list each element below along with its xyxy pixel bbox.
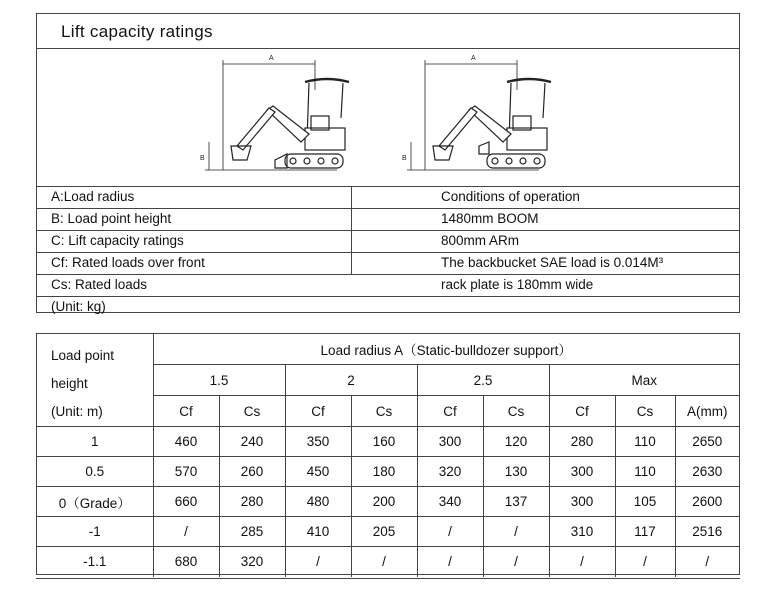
group-header-row (37, 334, 739, 365)
table-cell: / (549, 547, 615, 577)
table-cell: 350 (285, 427, 351, 457)
table-cell: / (285, 547, 351, 577)
height-cell: -1 (37, 517, 153, 547)
sub-header: A(mm) (675, 396, 739, 427)
definition-term: A:Load radius (51, 189, 135, 204)
table-row (37, 547, 739, 577)
height-cell: -1.1 (37, 547, 153, 577)
sub-header: Cf (285, 396, 351, 427)
table-cell: 280 (549, 427, 615, 457)
height-cell: 0（Grade） (37, 487, 153, 517)
unit-label: (Unit: m) (51, 404, 103, 419)
table-row (37, 457, 739, 487)
table-cell: 260 (219, 457, 285, 487)
height-label: height (51, 376, 88, 391)
table-row (37, 427, 739, 457)
table-cell: / (153, 517, 219, 547)
table-cell: 2600 (675, 487, 739, 517)
sub-header: Cs (351, 396, 417, 427)
label-b: B (402, 155, 407, 162)
radius-header: 1.5 (153, 365, 285, 396)
sub-header: Cs (483, 396, 549, 427)
label-a: A (471, 55, 476, 62)
definition-row (37, 208, 739, 231)
condition-text: The backbucket SAE load is 0.014M³ (441, 255, 664, 270)
definition-term: C: Lift capacity ratings (51, 233, 184, 248)
title-row (37, 14, 739, 49)
table-cell: 110 (615, 427, 675, 457)
label-a: A (269, 55, 274, 62)
table-cell: 160 (351, 427, 417, 457)
table-cell: 280 (219, 487, 285, 517)
table-cell: / (351, 547, 417, 577)
condition-text: 1480mm BOOM (441, 211, 539, 226)
table-cell: 2516 (675, 517, 739, 547)
table-cell: 300 (417, 427, 483, 457)
table-cell: 130 (483, 457, 549, 487)
table-cell: 180 (351, 457, 417, 487)
table-cell: / (417, 517, 483, 547)
lift-capacity-table-panel (36, 333, 740, 575)
sub-header: Cs (219, 396, 285, 427)
condition-text: rack plate is 180mm wide (441, 277, 594, 292)
definition-term: Cf: Rated loads over front (51, 255, 205, 270)
table-cell: 240 (219, 427, 285, 457)
condition-text: Conditions of operation (441, 189, 580, 204)
table-cell: 2650 (675, 427, 739, 457)
table-cell: / (675, 547, 739, 577)
table-cell: 205 (351, 517, 417, 547)
table-cell: 680 (153, 547, 219, 577)
table-cell: / (483, 547, 549, 577)
label-b: B (200, 155, 205, 162)
definition-row (37, 252, 739, 275)
definition-row (37, 274, 739, 297)
page-title: Lift capacity ratings (61, 22, 213, 41)
definition-term: B: Load point height (51, 211, 172, 226)
table-cell: 660 (153, 487, 219, 517)
height-cell: 1 (37, 427, 153, 457)
table-cell: 120 (483, 427, 549, 457)
radius-header: 2.5 (417, 365, 549, 396)
table-cell: / (615, 547, 675, 577)
unit-note: (Unit: kg) (51, 299, 106, 314)
table-cell: 320 (219, 547, 285, 577)
table-cell: 320 (417, 457, 483, 487)
table-cell: 117 (615, 517, 675, 547)
table-row (37, 517, 739, 547)
excavator-diagram-blade-down (197, 50, 357, 182)
table-cell: 300 (549, 487, 615, 517)
sub-header: Cs (615, 396, 675, 427)
radius-header: Max (549, 365, 739, 396)
load-point-label: Load point (51, 348, 115, 363)
table-cell: 450 (285, 457, 351, 487)
table-cell: 2630 (675, 457, 739, 487)
sub-header: Cf (153, 396, 219, 427)
definition-term: Cs: Rated loads (51, 277, 148, 292)
sub-header: Cf (417, 396, 483, 427)
table-cell: 200 (351, 487, 417, 517)
table-cell: 340 (417, 487, 483, 517)
height-cell: 0.5 (37, 457, 153, 487)
lift-capacity-panel (36, 13, 740, 313)
table-cell: 285 (219, 517, 285, 547)
table-cell: 300 (549, 457, 615, 487)
sub-header: Cf (549, 396, 615, 427)
definition-row (37, 186, 739, 209)
table-cell: / (483, 517, 549, 547)
load-radius-header: Load radius A（Static-bulldozer support） (153, 334, 739, 365)
excavator-diagrams (37, 48, 739, 187)
table-cell: 460 (153, 427, 219, 457)
load-point-header (37, 334, 153, 427)
table-cell: 480 (285, 487, 351, 517)
table-cell: / (417, 547, 483, 577)
table-cell: 137 (483, 487, 549, 517)
condition-text: 800mm ARm (441, 233, 520, 248)
definition-row (37, 296, 739, 318)
table-cell: 310 (549, 517, 615, 547)
lift-capacity-table (37, 334, 739, 577)
table-cell: 410 (285, 517, 351, 547)
excavator-diagram-blade-up (399, 50, 559, 182)
table-cell: 105 (615, 487, 675, 517)
definition-row (37, 230, 739, 253)
table-row (37, 487, 739, 517)
table-cell: 570 (153, 457, 219, 487)
table-cell: 110 (615, 457, 675, 487)
radius-header: 2 (285, 365, 417, 396)
bottom-rule (36, 578, 740, 579)
